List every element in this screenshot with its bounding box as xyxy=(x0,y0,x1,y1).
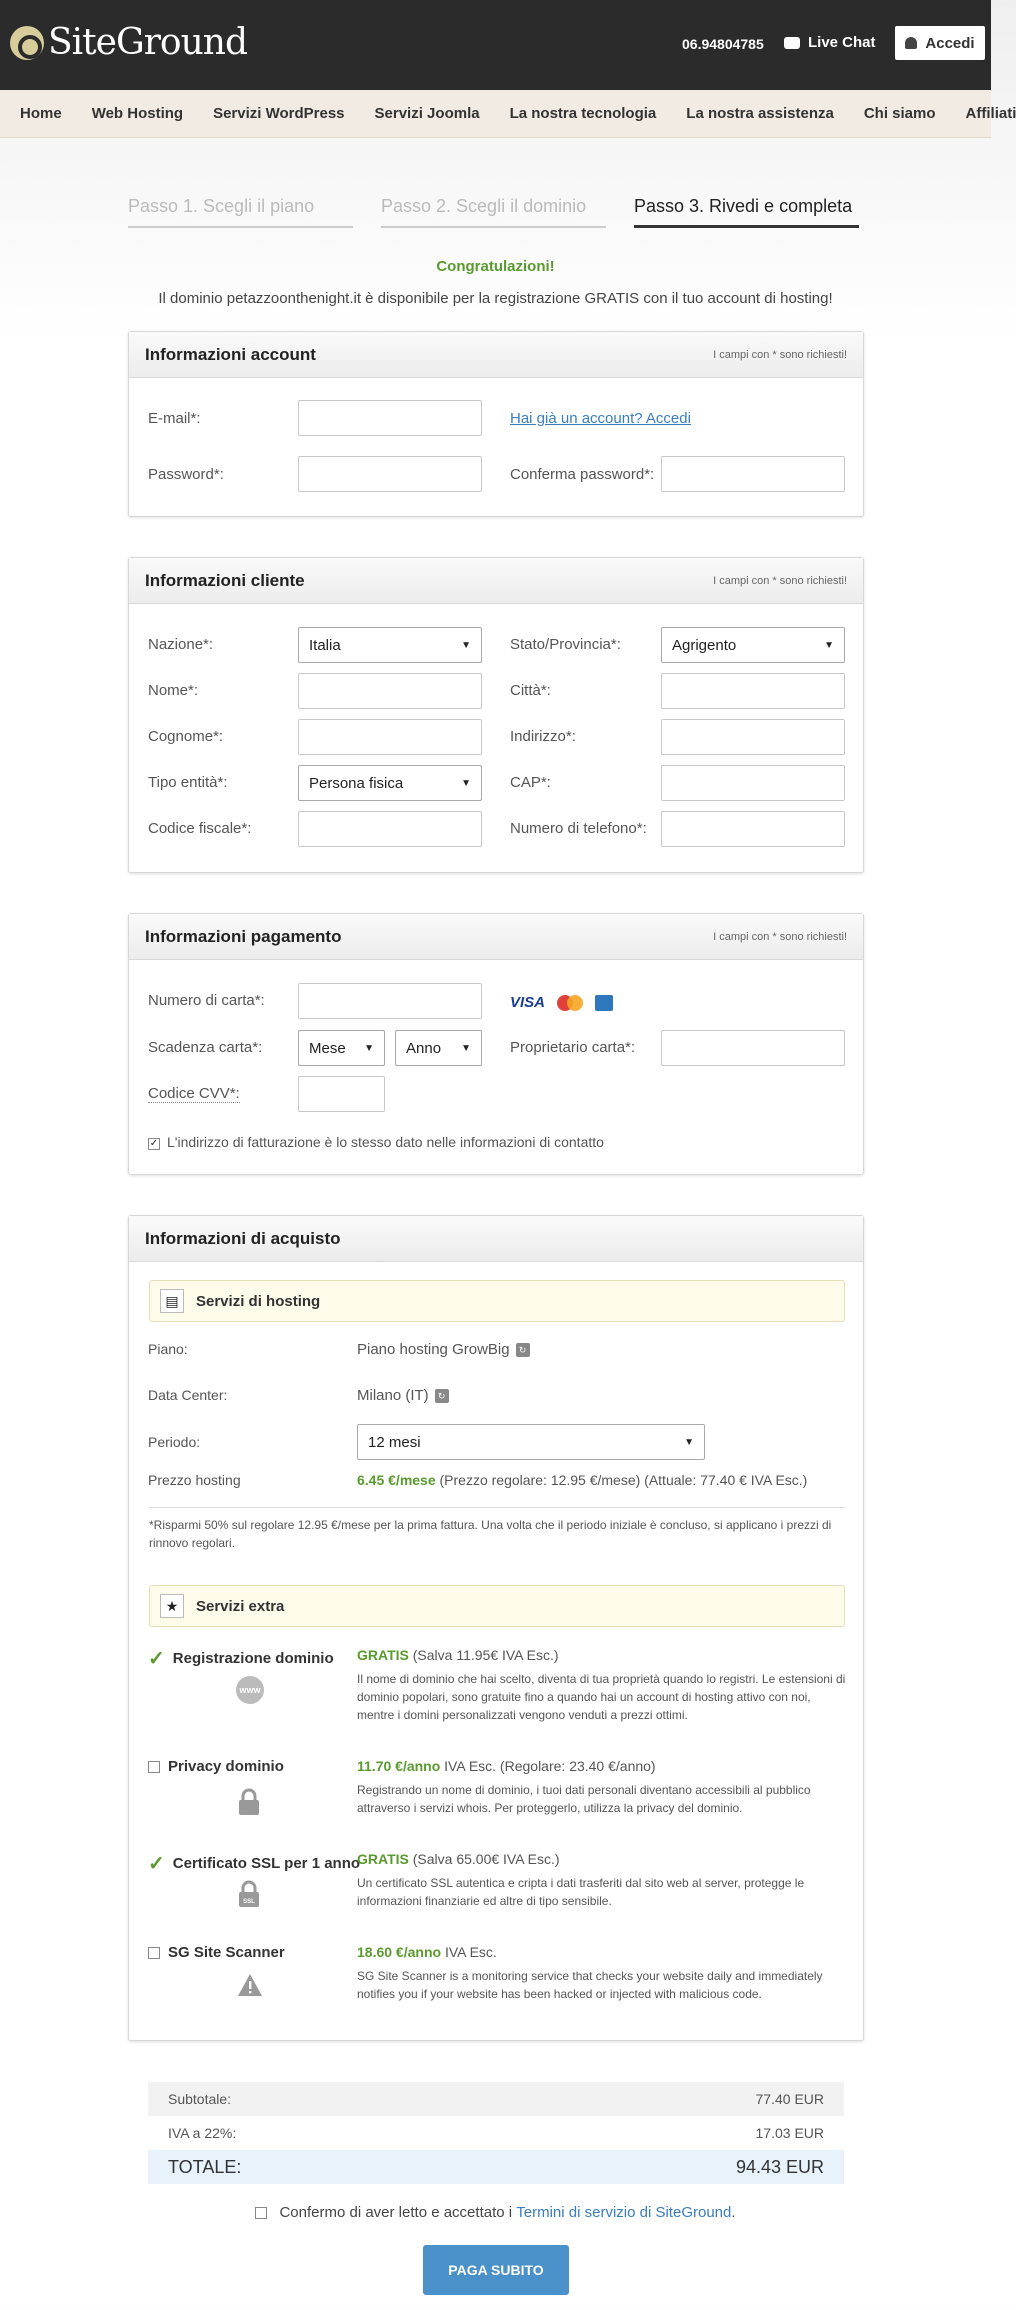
extra-domain-privacy xyxy=(148,1758,284,1775)
nation-label: Nazione*: xyxy=(148,636,214,653)
checkout-steps xyxy=(128,196,887,228)
extra-name: Certificato SSL per 1 anno xyxy=(172,1855,361,1872)
extra-price-detail: (Salva 65.00€ IVA Esc.) xyxy=(412,1851,560,1867)
password-field[interactable] xyxy=(298,456,482,492)
payment-panel xyxy=(128,913,864,1175)
month-value: Mese xyxy=(309,1039,346,1057)
nav-support[interactable]: La nostra assistenza xyxy=(686,105,834,122)
tax-code-field[interactable] xyxy=(298,811,482,847)
hosting-section-title: Servizi di hosting xyxy=(196,1292,321,1310)
name-field[interactable] xyxy=(298,673,482,709)
star-icon: ★ xyxy=(160,1594,184,1618)
panel-title: Informazioni di acquisto xyxy=(145,1228,341,1248)
chevron-down-icon: ▼ xyxy=(461,1042,471,1054)
extra-description: Il nome di dominio che hai scelto, diventa di tua proprietà quando lo registri. Le estensioni di dominio popolari, sono gratuite fino a quando hai un account di hosting attivo con noi, mentre i domini personalizzati vengono venduti a prezzi ottimi. xyxy=(357,1672,846,1722)
expiry-label: Scadenza carta*: xyxy=(148,1039,263,1056)
vat-value: 17.03 EUR xyxy=(755,2125,824,2141)
extra-name: SG Site Scanner xyxy=(168,1944,285,1961)
price-label: Prezzo hosting xyxy=(148,1472,241,1488)
vat-row xyxy=(148,2116,844,2150)
nav-technology[interactable]: La nostra tecnologia xyxy=(509,105,657,122)
extra-site-scanner xyxy=(148,1944,285,1961)
name-label: Nome*: xyxy=(148,682,199,699)
extra-ssl-certificate xyxy=(148,1851,360,1876)
nav-web-hosting[interactable]: Web Hosting xyxy=(91,105,184,122)
month-select[interactable] xyxy=(298,1030,385,1066)
live-chat-link[interactable] xyxy=(784,34,876,51)
card-number-label: Numero di carta*: xyxy=(148,992,265,1009)
billing-label: L'indirizzo di fatturazione è lo stesso dato nelle informazioni di contatto xyxy=(167,1134,604,1150)
extra-price xyxy=(357,1944,497,1960)
address-label: Indirizzo*: xyxy=(510,728,576,745)
extra-description: SG Site Scanner is a monitoring service that checks your website daily and immediately notifies you if your website has been hacked or injected with malicious code. xyxy=(357,1969,823,2001)
logo-text: SiteGround xyxy=(48,22,248,63)
nav-wordpress[interactable]: Servizi WordPress xyxy=(213,105,345,122)
domain-available-text: Il dominio petazzoonthenight.it è disponibile per la registrazione GRATIS con il tuo account di hosting! xyxy=(158,290,833,307)
www-icon: www xyxy=(236,1676,264,1704)
tax-code-label: Codice fiscale*: xyxy=(148,820,252,837)
terms-text: Confermo di aver letto e accettato i xyxy=(279,2204,513,2221)
terms-link[interactable]: Termini di servizio di SiteGround xyxy=(516,2204,732,2221)
nav-joomla[interactable]: Servizi Joomla xyxy=(374,105,480,122)
amex-icon xyxy=(595,995,613,1011)
total-row xyxy=(148,2150,844,2184)
login-link[interactable]: Hai già un account? Accedi xyxy=(510,410,691,427)
checkmark-icon: ✓ xyxy=(148,1853,165,1875)
chat-icon xyxy=(784,37,800,49)
email-field[interactable] xyxy=(298,400,482,436)
extra-price xyxy=(357,1851,560,1867)
card-number-field[interactable] xyxy=(298,983,482,1019)
subtotal-label: Subtotale: xyxy=(168,2091,232,2107)
billing-checkbox[interactable]: ✓ xyxy=(149,1138,159,1149)
total-value: 94.43 EUR xyxy=(735,2156,824,2177)
lock-icon xyxy=(238,1788,260,1816)
phone-field[interactable] xyxy=(661,811,845,847)
cap-label: CAP*: xyxy=(510,774,551,791)
card-brands xyxy=(510,994,613,1011)
svg-text:SSL: SSL xyxy=(243,1899,255,1905)
surname-label: Cognome*: xyxy=(148,728,224,745)
nav-about[interactable]: Chi siamo xyxy=(863,105,936,122)
extra-price-amount: 18.60 €/anno xyxy=(357,1944,442,1960)
refresh-icon[interactable]: ↻ xyxy=(516,1343,530,1357)
chevron-down-icon: ▼ xyxy=(461,777,471,789)
site-header xyxy=(0,0,991,90)
subtotal-row xyxy=(148,2082,844,2116)
extra-price-detail: IVA Esc. (Regolare: 23.40 €/anno) xyxy=(444,1758,656,1774)
address-field[interactable] xyxy=(661,719,845,755)
phone-label: Numero di telefono*: xyxy=(510,820,647,837)
extra-price-detail: IVA Esc. xyxy=(444,1944,497,1960)
period-select[interactable] xyxy=(357,1424,705,1460)
price-detail: (Prezzo regolare: 12.95 €/mese) (Attuale: 77.40 € IVA Esc.) xyxy=(439,1472,808,1488)
user-icon xyxy=(905,37,917,49)
datacenter-value xyxy=(357,1387,449,1404)
required-note: I campi con * sono richiesti! xyxy=(713,348,847,361)
extras-section-header xyxy=(149,1585,845,1627)
ssl-lock-icon xyxy=(238,1880,260,1908)
extra-price-amount: GRATIS xyxy=(357,1647,409,1663)
extra-price xyxy=(357,1647,559,1663)
total-label: TOTALE: xyxy=(168,2156,242,2177)
entity-label: Tipo entità*: xyxy=(148,774,228,791)
server-icon: ▤ xyxy=(160,1289,184,1313)
entity-select[interactable] xyxy=(298,765,482,801)
surname-field[interactable] xyxy=(298,719,482,755)
state-value: Agrigento xyxy=(672,636,737,654)
nation-value: Italia xyxy=(309,636,341,654)
owner-label: Proprietario carta*: xyxy=(510,1039,636,1056)
extra-name: Registrazione dominio xyxy=(172,1650,334,1667)
year-select[interactable] xyxy=(395,1030,482,1066)
required-note: I campi con * sono richiesti! xyxy=(713,930,847,943)
extra-price-amount: 11.70 €/anno xyxy=(357,1758,441,1774)
confirm-password-label: Conferma password*: xyxy=(510,466,655,483)
confirm-password-field[interactable] xyxy=(661,456,845,492)
privacy-checkbox[interactable] xyxy=(148,1761,160,1773)
step-1[interactable]: Passo 1. Scegli il piano xyxy=(128,196,353,228)
siteground-logo[interactable] xyxy=(10,22,247,63)
email-label: E-mail*: xyxy=(148,410,201,427)
chevron-down-icon: ▼ xyxy=(684,1436,694,1448)
state-select[interactable] xyxy=(661,627,845,663)
login-button[interactable] xyxy=(895,26,985,60)
chevron-down-icon: ▼ xyxy=(461,639,471,651)
logo-icon xyxy=(10,26,44,60)
nav-home[interactable]: Home xyxy=(20,105,62,122)
step-2[interactable]: Passo 2. Scegli il dominio xyxy=(381,196,606,228)
extra-price xyxy=(357,1758,656,1774)
visa-icon: VISA xyxy=(510,994,546,1011)
account-panel xyxy=(128,331,864,517)
terms-checkbox[interactable] xyxy=(255,2207,267,2219)
refresh-icon[interactable]: ↻ xyxy=(435,1389,449,1403)
pay-now-button[interactable]: PAGA SUBITO xyxy=(423,2245,569,2295)
divider xyxy=(149,1507,845,1508)
year-value: Anno xyxy=(406,1039,442,1057)
mastercard-icon xyxy=(557,995,583,1011)
datacenter-value-text: Milano (IT) xyxy=(357,1387,429,1404)
cvv-field[interactable] xyxy=(298,1076,385,1112)
city-label: Città*: xyxy=(510,682,551,699)
subtotal-value: 77.40 EUR xyxy=(755,2091,824,2107)
entity-value: Persona fisica xyxy=(309,774,404,792)
terms-end: . xyxy=(731,2204,736,2221)
extra-price-detail: (Salva 11.95€ IVA Esc.) xyxy=(412,1647,559,1663)
phone-number[interactable]: 06.94804785 xyxy=(682,36,764,52)
live-chat-label: Live Chat xyxy=(808,34,876,51)
datacenter-label: Data Center: xyxy=(148,1387,228,1403)
plan-value xyxy=(357,1341,530,1358)
terms-row xyxy=(0,2204,991,2221)
extra-description: Un certificato SSL autentica e cripta i dati trasferiti dal sito web al server, protegge le informazioni finanziarie ed altre di tipo sensibile. xyxy=(357,1876,805,1908)
warning-icon xyxy=(237,1973,263,1997)
panel-title: Informazioni cliente xyxy=(145,570,305,590)
step-3: Passo 3. Rivedi e completa xyxy=(634,196,859,228)
vat-label: IVA a 22%: xyxy=(168,2125,237,2141)
password-label: Password*: xyxy=(148,466,224,483)
hosting-section-header xyxy=(149,1280,845,1322)
period-value: 12 mesi xyxy=(368,1433,421,1451)
extra-description: Registrando un nome di dominio, i tuoi dati personali diventano accessibili al pubblico attraverso i servizi whois. Per proteggerlo, utilizza la privacy del dominio. xyxy=(357,1783,811,1815)
scanner-checkbox[interactable] xyxy=(148,1947,160,1959)
savings-note: *Risparmi 50% sul regolare 12.95 €/mese per la prima fattura. Una volta che il periodo iniziale è concluso, si applicano i prezzi di rinnovo regolari. xyxy=(149,1518,832,1550)
plan-value-text: Piano hosting GrowBig xyxy=(357,1341,510,1358)
client-panel xyxy=(128,557,864,873)
extras-section-title: Servizi extra xyxy=(196,1597,285,1615)
nation-select[interactable] xyxy=(298,627,482,663)
city-field[interactable] xyxy=(661,673,845,709)
period-label: Periodo: xyxy=(148,1434,201,1450)
main-nav xyxy=(0,90,1016,138)
price-amount: 6.45 €/mese xyxy=(357,1472,436,1488)
checkmark-icon: ✓ xyxy=(148,1648,165,1670)
panel-title: Informazioni account xyxy=(145,344,316,364)
state-label: Stato/Provincia*: xyxy=(510,636,621,653)
cvv-label[interactable]: Codice CVV*: xyxy=(148,1085,240,1102)
extra-name: Privacy dominio xyxy=(168,1758,284,1775)
chevron-down-icon: ▼ xyxy=(824,639,834,651)
panel-title: Informazioni pagamento xyxy=(145,926,342,946)
required-note: I campi con * sono richiesti! xyxy=(713,574,847,587)
extra-domain-registration xyxy=(148,1646,334,1671)
congrats-heading: Congratulazioni! xyxy=(436,258,555,275)
purchase-panel xyxy=(128,1215,864,2041)
owner-field[interactable] xyxy=(661,1030,845,1066)
login-label: Accedi xyxy=(925,34,975,52)
nav-affiliates[interactable]: Affiliati xyxy=(965,105,1016,122)
extra-price-amount: GRATIS xyxy=(357,1851,409,1867)
cap-field[interactable] xyxy=(661,765,845,801)
price-value xyxy=(357,1472,807,1488)
chevron-down-icon: ▼ xyxy=(364,1042,374,1054)
plan-label: Piano: xyxy=(148,1341,188,1357)
